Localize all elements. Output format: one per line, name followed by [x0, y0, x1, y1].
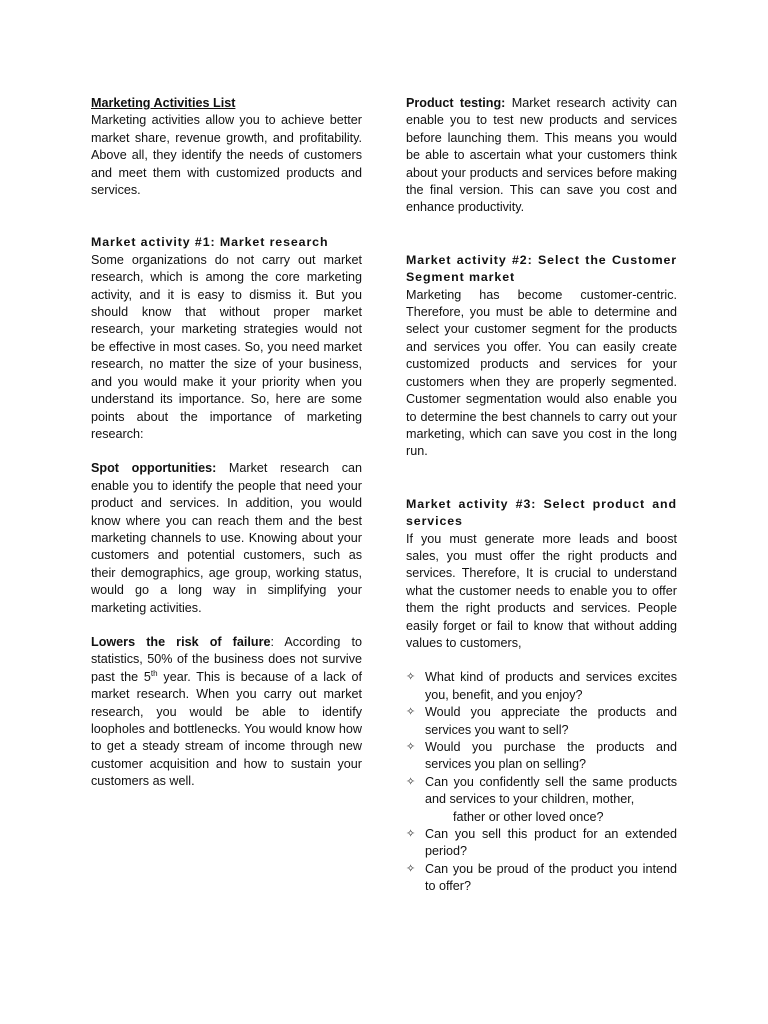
product-services-heading: Market activity #3: Select product and services: [406, 496, 677, 529]
market-research-paragraph: Some organizations do not carry out market research, which is among the core marketing activity, and it is easy to dismiss it. But you should know that without proper market research, your marketing strategies would not be effective in most cases. So, you need market research, no matter the size of your business, and you would make it your priority when you understand its importance. So, here are some points about the importance of marketing research:: [91, 252, 362, 441]
diamond-bullet-icon: ✧: [406, 741, 416, 753]
customer-segment-paragraph: Marketing has become customer-centric. Therefore, you must be able to determine and select your customer segment for the products and services you offer. You can easily create customized products and services for your customers when they are properly segmented. Customer segmentation would also enable you to determine the best channels to carry out your marketing, which can save you cost in the long run.: [406, 287, 677, 459]
intro-paragraph: Marketing activities allow you to achieve better market share, revenue growth, and profitability. Above all, they identify the needs of customers and meet them with customized products and services.: [91, 113, 362, 198]
list-item: ✧ Can you sell this product for an extended period?: [406, 827, 677, 859]
list-item-continuation: father or other loved once?: [453, 809, 604, 824]
list-item: ✧ What kind of products and services excites you, benefit, and you enjoy?: [406, 670, 677, 702]
lowers-risk-paragraph: [91, 634, 362, 791]
diamond-bullet-icon: ✧: [406, 706, 416, 719]
diamond-bullet-icon: ✧: [406, 862, 416, 875]
product-testing-paragraph: [406, 95, 677, 217]
document-title: Marketing Activities List: [91, 96, 236, 110]
market-research-heading: Market activity #1: Market research: [91, 235, 329, 250]
right-column: [406, 95, 677, 896]
list-item: ✧ Would you appreciate the products and services you want to sell?: [406, 705, 677, 737]
ordinal-superscript: th: [150, 668, 158, 678]
list-item: ✧ Can you confidently sell the same products and services to your children, mother, father or other loved once?: [406, 774, 677, 826]
left-column: [91, 95, 362, 791]
lowers-risk-label: Lowers the risk of failure: [91, 634, 271, 649]
questions-list: [406, 669, 677, 895]
diamond-bullet-icon: ✧: [406, 671, 416, 684]
spot-opportunities-text: Market research can enable you to identify the people that need your product and services. In addition, you would know where you can reach them and the best marketing channels to use. Knowing about your customers and potential customers, such as their demographics, age group, working status, would go a long way in simplifying your marketing activities.: [91, 461, 363, 615]
product-services-paragraph: If you must generate more leads and boost sales, you must offer the right products and services. Therefore, It is crucial to understand what the customer needs to enable you to offer them the right products and services. People easily forget or fail to know that without adding values to customers,: [406, 531, 677, 650]
product-testing-text: Market research activity can enable you to test new products and services before launching them. This means you would be able to ascertain what your customers think about your products and services before making the final version. This can save you cost and enhance productivity.: [406, 96, 677, 215]
diamond-bullet-icon: ✧: [406, 828, 416, 841]
product-testing-label: Product testing:: [406, 96, 506, 110]
list-item: ✧ Can you be proud of the product you intend to offer?: [406, 861, 677, 894]
lowers-risk-text-2: year. This is because of a lack of market research. When you carry out market research, you would be able to identify loopholes and bottlenecks. You would know how to get a steady stream of income through new customer acquisition and how to sustain your customers as well.: [91, 669, 362, 789]
lowers-risk-text-1: : According to statistics, 50% of the business does not survive past the 5: [91, 634, 362, 684]
spot-opportunities-paragraph: [91, 460, 362, 617]
diamond-bullet-icon: ✧: [406, 775, 416, 788]
list-item: ✧ Would you purchase the products and services you plan on selling?: [406, 740, 677, 772]
customer-segment-heading: Market activity #2: Select the Customer Segment market: [406, 252, 677, 285]
spot-opportunities-label: Spot opportunities:: [91, 461, 217, 476]
